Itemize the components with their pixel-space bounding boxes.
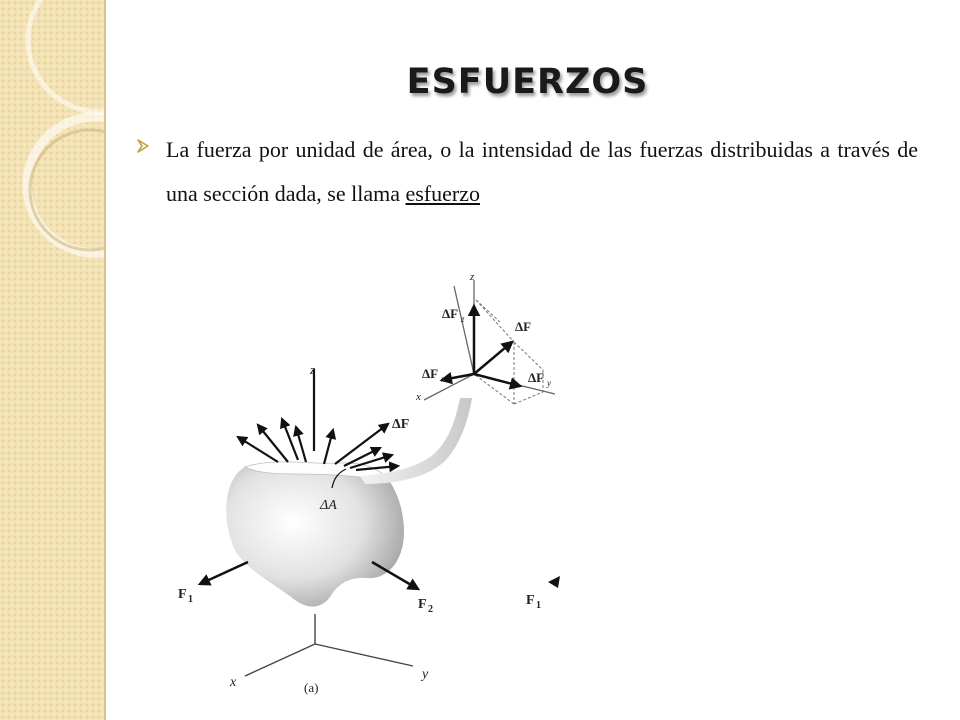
bullet-text: La fuerza por unidad de área, o la intensidad de las fuerzas distribuidas a través de una sección dada, se llama <box>166 137 918 206</box>
label-dA: ΔA <box>320 498 337 513</box>
label-axis-y: y <box>422 667 429 682</box>
label-z-inset: z <box>470 271 475 283</box>
decorative-circles <box>0 0 106 720</box>
label-F1-right-sub: 1 <box>536 600 541 611</box>
label-z-main: z <box>310 362 316 377</box>
label-dFy: ΔF <box>528 370 545 385</box>
label-axis-x: x <box>230 675 237 690</box>
force-F1-right-head <box>548 576 560 588</box>
label-F1-left-sub: 1 <box>188 594 193 605</box>
bullet-arrow-icon <box>136 138 152 154</box>
label-dFz-sub: z <box>461 314 465 324</box>
bullet-paragraph <box>166 128 918 216</box>
label-x-inset: x <box>416 391 421 403</box>
decorative-sidebar <box>0 0 106 720</box>
label-F2-sub: 2 <box>428 604 433 615</box>
label-dFx-sub: x <box>441 374 445 384</box>
slide-title: ESFUERZOS <box>406 62 649 102</box>
coordinate-axes <box>245 614 413 676</box>
label-F1-right: F <box>526 593 535 608</box>
stress-arrows <box>238 369 398 470</box>
figure-caption: (a) <box>304 680 319 695</box>
label-F1-left: F <box>178 587 187 602</box>
force-F1-left <box>200 562 248 584</box>
label-dFx: ΔF <box>422 366 439 381</box>
label-dFy-sub: y <box>547 378 551 388</box>
label-dF-inset: ΔF <box>515 319 532 334</box>
bullet-term: esfuerzo <box>405 181 480 206</box>
sidebar-divider <box>104 0 106 720</box>
label-F2: F <box>418 597 427 612</box>
stress-figure <box>160 262 580 702</box>
label-dFz: ΔF <box>442 306 459 321</box>
label-dF-main: ΔF <box>392 417 410 432</box>
